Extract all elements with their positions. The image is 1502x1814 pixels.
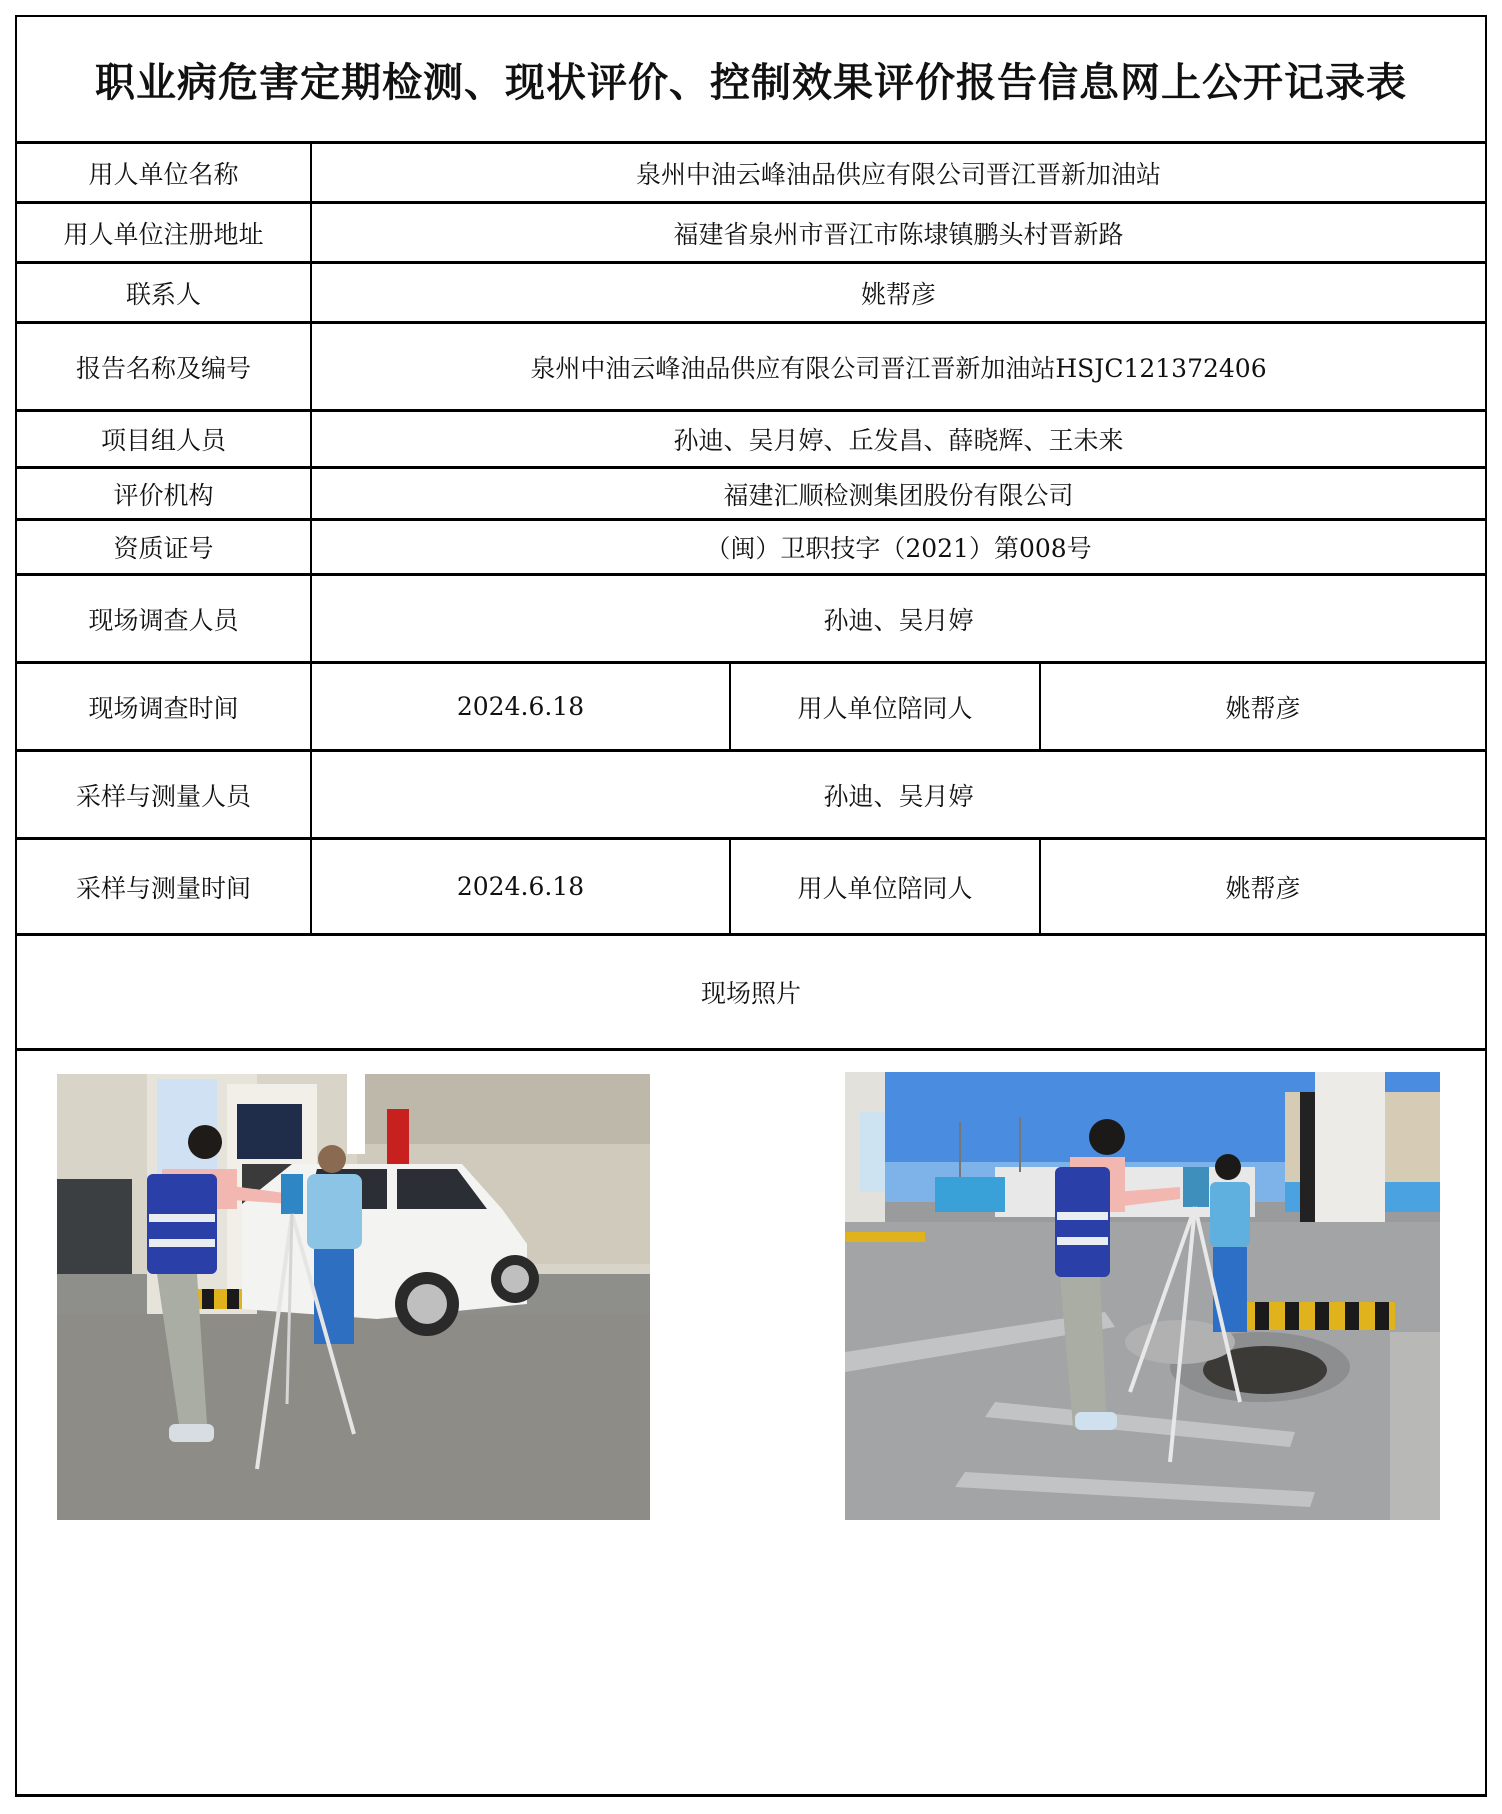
- survey-companion-value: 姚帮彦: [1039, 664, 1485, 749]
- evaluation-org-value: 福建汇顺检测集团股份有限公司: [310, 469, 1485, 518]
- row-qualification-no: [17, 518, 1485, 573]
- contact-value: 姚帮彦: [310, 264, 1485, 321]
- photos-heading: 现场照片: [700, 979, 801, 1008]
- sampling-time-label: 采样与测量时间: [75, 873, 251, 903]
- record-table: [15, 15, 1487, 1797]
- survey-staff-value: 孙迪、吴月婷: [310, 576, 1485, 661]
- row-project-team: [17, 409, 1485, 466]
- page-title: 职业病危害定期检测、现状评价、控制效果评价报告信息网上公开记录表: [95, 58, 1407, 106]
- row-photos-heading: [17, 933, 1485, 1048]
- qualification-no-value: （闽）卫职技字（2021）第008号: [310, 521, 1485, 573]
- employer-name-value: 泉州中油云峰油品供应有限公司晋江晋新加油站: [310, 144, 1485, 201]
- site-photo-1: [57, 1074, 650, 1520]
- project-team-value: 孙迪、吴月婷、丘发昌、薛晓辉、王未来: [310, 412, 1485, 466]
- row-evaluation-org: [17, 466, 1485, 518]
- employer-address-value: 福建省泉州市晋江市陈埭镇鹏头村晋新路: [310, 204, 1485, 261]
- survey-time-label: 现场调查时间: [88, 693, 239, 723]
- title-row: [17, 17, 1485, 141]
- survey-staff-label: 现场调查人员: [88, 605, 239, 635]
- site-photo-2: [845, 1072, 1440, 1520]
- employer-address-label: 用人单位注册地址: [63, 219, 264, 249]
- row-contact: [17, 261, 1485, 321]
- sampling-companion-value: 姚帮彦: [1039, 840, 1485, 933]
- contact-label: 联系人: [125, 279, 201, 309]
- row-sampling-staff: [17, 749, 1485, 837]
- sampling-staff-value: 孙迪、吴月婷: [310, 752, 1485, 837]
- report-name-label: 报告名称及编号: [75, 353, 251, 383]
- survey-time-value: 2024.6.18: [310, 664, 729, 749]
- site-photo-tank-manhole: [845, 1072, 1440, 1520]
- row-report-name: [17, 321, 1485, 409]
- evaluation-org-label: 评价机构: [113, 480, 214, 510]
- row-employer-address: [17, 201, 1485, 261]
- row-employer-name: [17, 141, 1485, 201]
- sampling-companion-label: 用人单位陪同人: [729, 840, 1039, 933]
- survey-companion-label: 用人单位陪同人: [729, 664, 1039, 749]
- qualification-no-label: 资质证号: [113, 534, 214, 563]
- row-survey-time: [17, 661, 1485, 749]
- project-team-label: 项目组人员: [100, 426, 226, 455]
- sampling-staff-label: 采样与测量人员: [75, 781, 251, 811]
- report-name-value: 泉州中油云峰油品供应有限公司晋江晋新加油站HSJC121372406: [310, 324, 1485, 409]
- employer-name-label: 用人单位名称: [88, 159, 239, 189]
- row-survey-staff: [17, 573, 1485, 661]
- sampling-time-value: 2024.6.18: [310, 840, 729, 933]
- site-photo-pump-island-car: [57, 1074, 650, 1520]
- row-sampling-time: [17, 837, 1485, 933]
